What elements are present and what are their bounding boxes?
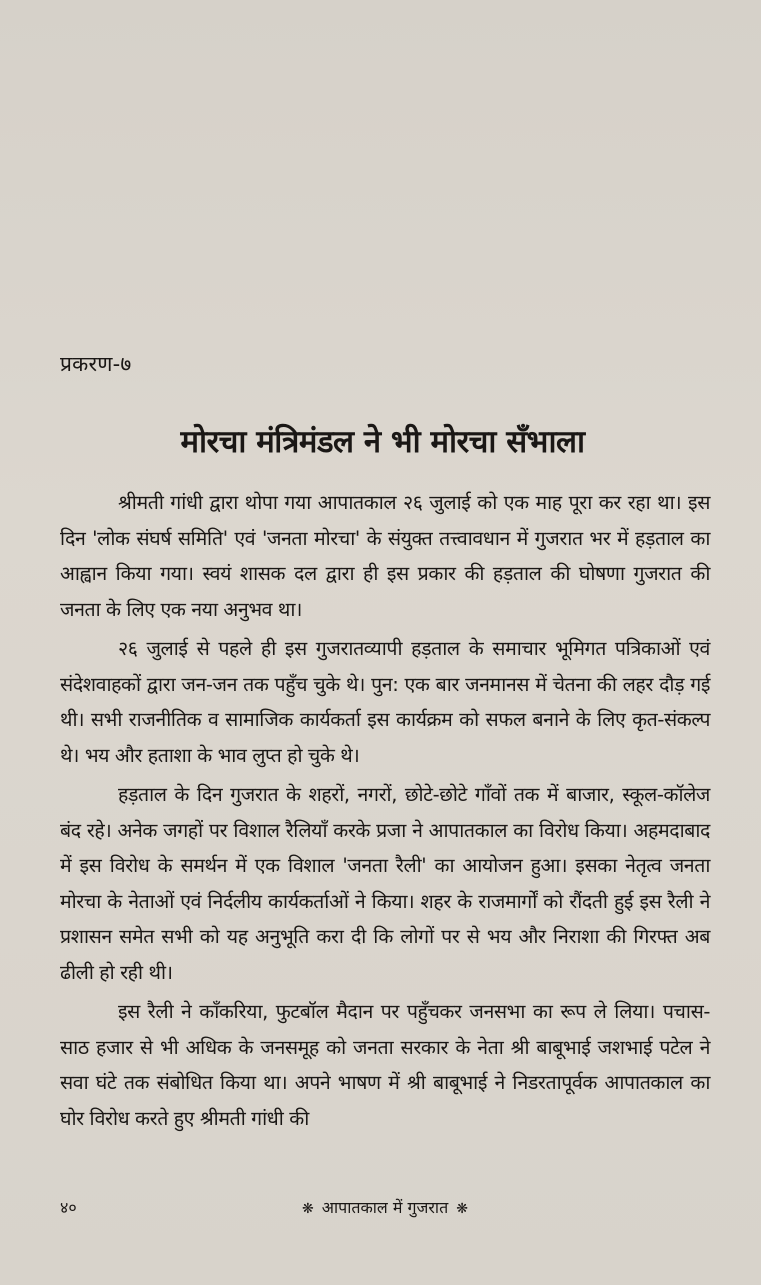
paragraph-3: हड़ताल के दिन गुजरात के शहरों, नगरों, छोटे-छोटे गाँवों तक में बाजार, स्कूल-कॉलेज बंद रहे। अनेक जगहों पर विशाल रैलियाँ करके प्रजा ने आपातकाल का विरोध किया। अहमदाबाद में इस विरोध के समर्थन में एक विशाल 'जनता रैली' का आयोजन हुआ। इसका नेतृत्व जनता मोरचा के नेताओं एवं निर्दलीय कार्यकर्ताओं ने किया। शहर के राजमार्गों को रौंदती हुई इस रैली ने प्रशासन समेत सभी को यह अनुभूति करा दी कि लोगों पर से भय और निराशा की गिरफ्त अब ढीली हो रही थी। — [60, 783, 710, 984]
paragraph-2: २६ जुलाई से पहले ही इस गुजरातव्यापी हड़ताल के समाचार भूमिगत पत्रिकाओं एवं संदेशवाहकों द्वारा जन-जन तक पहुँच चुके थे। पुन: एक बार जनमानस में चेतना की लहर दौड़ गई थी। सभी राजनीतिक व सामाजिक कार्यकर्ता इस कार्यक्रम को सफल बनाने के लिए कृत-संकल्प थे। भय और हताशा के भाव लुप्त हो चुके थे। — [60, 637, 710, 767]
ornament-right-icon: ❋ — [456, 1201, 469, 1217]
chapter-label: प्रकरण-७ — [60, 352, 132, 376]
running-title: आपातकाल में गुजरात — [321, 1198, 449, 1217]
paragraph-4: इस रैली ने काँकरिया, फुटबॉल मैदान पर पहुँचकर जनसभा का रूप ले लिया। पचास-साठ हजार से भी अधिक के जनसमूह को जनता सरकार के नेता श्री बाबूभाई जशभाई पटेल ने सवा घंटे तक संबोधित किया था। अपने भाषण में श्री बाबूभाई ने निडरतापूर्वक आपातकाल का घोर विरोध करते हुए श्रीमती गांधी की — [60, 1000, 710, 1130]
body-text — [60, 485, 710, 1140]
ornament-left-icon: ❋ — [301, 1201, 314, 1217]
page-number: ४० — [60, 1198, 77, 1217]
chapter-title: मोरचा मंत्रिमंडल ने भी मोरचा सँभाला — [180, 424, 585, 460]
running-title-container — [60, 1196, 710, 1218]
page-footer — [60, 1196, 710, 1220]
paragraph-1: श्रीमती गांधी द्वारा थोपा गया आपातकाल २६ जुलाई को एक माह पूरा कर रहा था। इस दिन 'लोक संघर्ष समिति' एवं 'जनता मोरचा' के संयुक्त तत्त्वावधान में गुजरात भर में हड़ताल का आह्वान किया गया। स्वयं शासक दल द्वारा ही इस प्रकार की हड़ताल की घोषणा गुजरात की जनता के लिए एक नया अनुभव था। — [60, 491, 710, 621]
